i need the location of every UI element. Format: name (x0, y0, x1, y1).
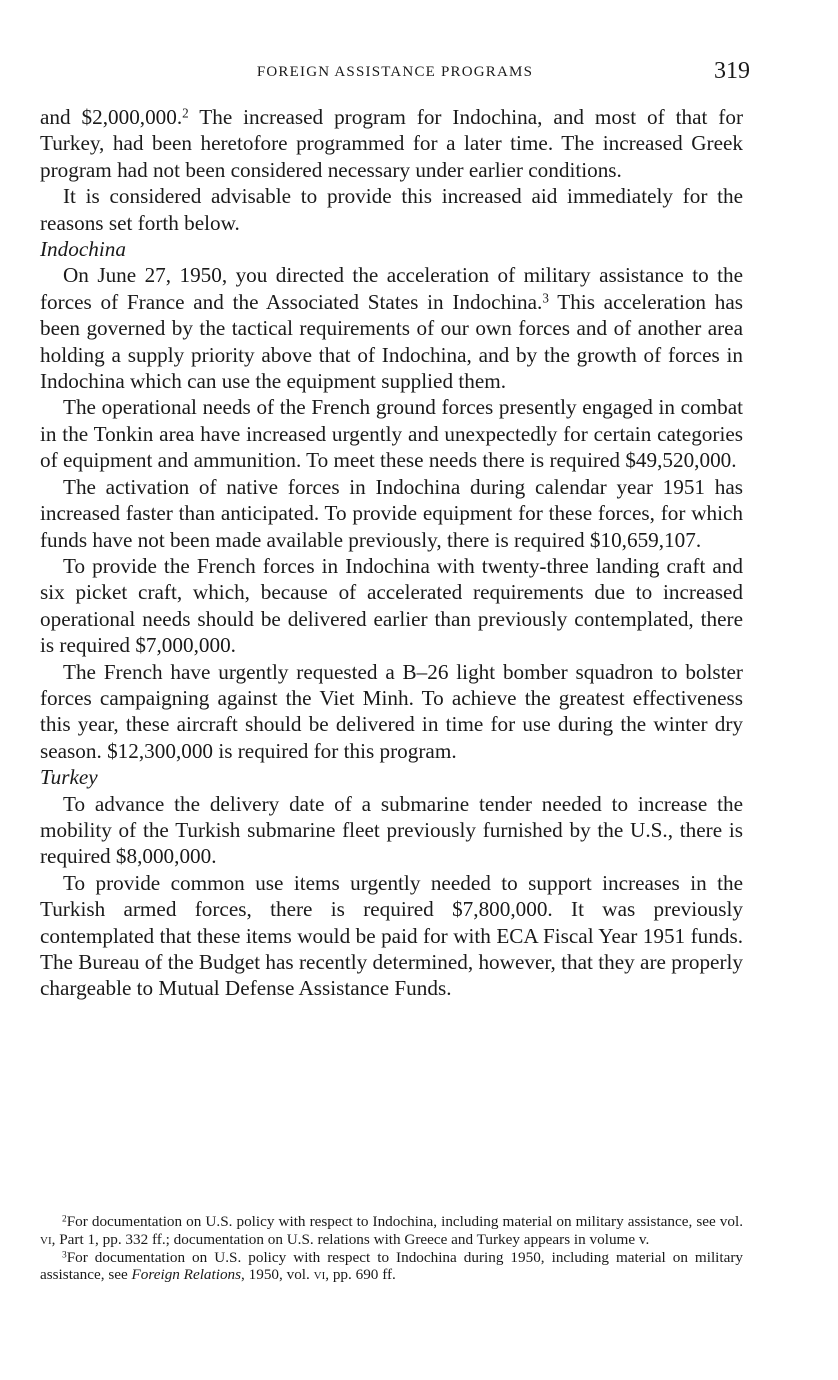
paragraph-1 (40, 104, 743, 183)
paragraph-6: To provide the French forces in Indochina with twenty-three landing craft and six picket craft, which, because of accelerated requirements due to increased operational needs should be delivered earlier than previously contemplated, there is required $7,000,000. (40, 553, 743, 658)
paragraph-4: The operational needs of the French ground forces presently engaged in combat in the Tonkin area have increased urgently and unexpectedly for certain categories of equipment and ammunition. To meet these needs there is required $49,520,000. (40, 395, 743, 473)
footnote-ref-3: 3 (542, 290, 549, 306)
paragraph-5: The activation of native forces in Indochina during calendar year 1951 has increased faster than anticipated. To provide equipment for these forces, for which funds have not been made available previously, there is required $10,659,107. (40, 474, 743, 552)
footnote-2-text-b: , Part 1, pp. 332 ff.; documentation on U.S. relations with Greece and Turkey appears in volume v. (51, 1230, 650, 1248)
paragraph-3 (40, 262, 743, 394)
running-title: FOREIGN ASSISTANCE PROGRAMS (256, 64, 534, 80)
footnote-3 (40, 1249, 743, 1285)
footnote-ref-2: 2 (182, 105, 189, 121)
paragraph-2: It is considered advisable to provide this increased aid immediately for the reasons set forth below. (40, 184, 743, 235)
footnote-2-volume: vi (40, 1230, 52, 1248)
paragraph-7: The French have urgently requested a B–26 light bomber squadron to bolster forces campaigning against the Viet Minh. To achieve the greatest effectiveness this year, these aircraft should be delivered in time for use during the winter dry season. $12,300,000 is required for this program. (40, 659, 743, 763)
paragraph-9: To provide common use items urgently needed to support increases in the Turkish armed forces, there is required $7,800,000. It was previously contemplated that these items would be paid for with ECA Fiscal Year 1951 funds. The Bureau of the Budget has recently determined, however, that they are properly chargeable to Mutual Defense Assistance Funds. (40, 870, 743, 1001)
paragraph-3-rest: This acceleration has been governed by the tactical requirements of our own forces and of another area holding a supply priority above that of Indochina, and by the growth of forces in Indochina which can use the equipment supplied them. (40, 289, 743, 394)
section-heading-indochina: Indochina (40, 237, 126, 262)
running-head (40, 58, 750, 90)
paragraph-1-text: and $2,000,000. (40, 105, 183, 129)
footnote-2-mark: 2 (62, 1214, 67, 1225)
body-text (40, 104, 743, 1002)
footnote-3-title: Foreign Relations (131, 1266, 242, 1284)
paragraph-8: To advance the delivery date of a submarine tender needed to increase the mobility of the Turkish submarine fleet previously furnished by the U.S., there is required $8,000,000. (40, 791, 743, 869)
footnotes (40, 1213, 743, 1284)
footnote-3-text-b: , 1950, vol. (241, 1266, 314, 1284)
footnote-3-text-c: , pp. 690 ff. (325, 1266, 396, 1284)
paragraph-3-text: On June 27, 1950, you directed the acceleration of military assistance to the forces of France and the Associated States in Indochina. (40, 263, 743, 314)
section-heading-turkey: Turkey (40, 765, 98, 790)
footnote-2-text-a: For documentation on U.S. policy with respect to Indochina, including material on military assistance, see vol. (66, 1213, 743, 1230)
footnote-3-text-a: For documentation on U.S. policy with respect to Indochina during 1950, including material on military assistance, see (40, 1248, 743, 1284)
page-number: 319 (714, 58, 750, 84)
paragraph-1-rest: The increased program for Indochina, and most of that for Turkey, had been heretofore programmed for a later time. The increased Greek program had not been considered necessary under earlier conditions. (40, 105, 744, 182)
footnote-3-mark: 3 (62, 1249, 67, 1260)
footnote-2 (40, 1213, 743, 1249)
footnote-3-volume: vi (313, 1266, 326, 1284)
